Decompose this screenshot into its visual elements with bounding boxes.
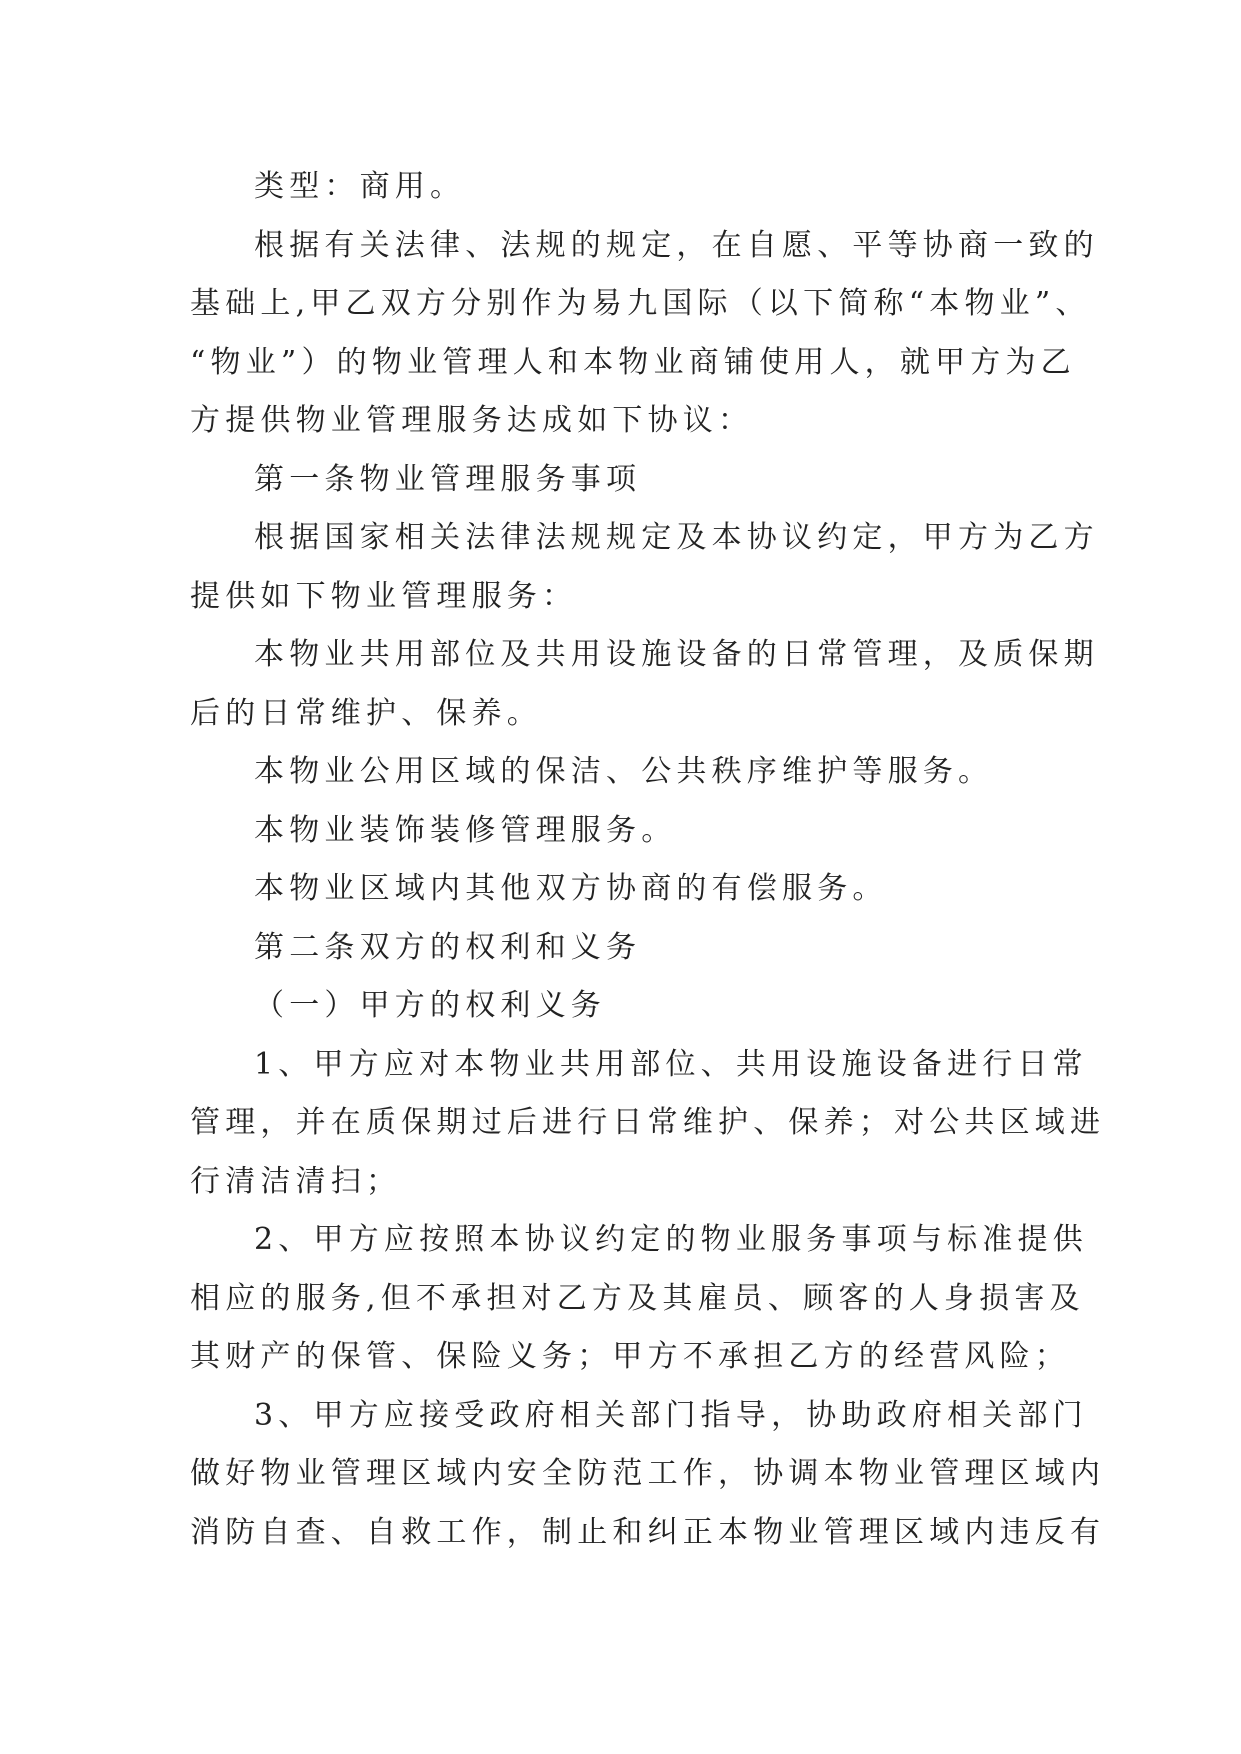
clause-line: 其财产的保管、保险义务；甲方不承担乙方的经营风险； xyxy=(190,1339,1070,1374)
text-line-type: 类型：商用。 xyxy=(254,169,466,204)
clause-line: 管理，并在质保期过后进行日常维护、保养；对公共区域进 xyxy=(190,1105,1106,1140)
article-1-heading: 第一条物业管理服务事项 xyxy=(254,461,642,497)
clause-line: 1、甲方应对本物业共用部位、共用设施设备进行日常 xyxy=(254,1046,1088,1082)
paragraph-preamble-line: 基础上,甲乙双方分别作为易九国际（以下简称“本物业”、 xyxy=(190,286,1091,321)
clause-line: 行清洁清扫； xyxy=(190,1163,402,1199)
clause-line: 相应的服务,但不承担对乙方及其雇员、顾客的人身损害及 xyxy=(190,1280,1085,1316)
paragraph-preamble-line: 根据有关法律、法规的规定，在自愿、平等协商一致的 xyxy=(254,227,1099,263)
clause-line: 做好物业管理区域内安全防范工作，协调本物业管理区域内 xyxy=(190,1456,1106,1491)
document-body xyxy=(190,158,1106,1562)
paragraph-line: 提供如下物业管理服务： xyxy=(190,578,578,614)
paragraph-preamble-line: 方提供物业管理服务达成如下协议： xyxy=(190,403,754,438)
service-item-line: 本物业共用部位及共用设施设备的日常管理，及质保期 xyxy=(254,637,1099,672)
article-2-heading: 第二条双方的权利和义务 xyxy=(254,929,642,965)
paragraph-line: 根据国家相关法律法规规定及本协议约定，甲方为乙方 xyxy=(254,520,1099,555)
service-item-line: 本物业公用区域的保洁、公共秩序维护等服务。 xyxy=(254,754,994,789)
service-item-line: 本物业装饰装修管理服务。 xyxy=(254,812,677,848)
clause-line: 3、甲方应接受政府相关部门指导，协助政府相关部门 xyxy=(254,1397,1088,1433)
service-item-line: 本物业区域内其他双方协商的有偿服务。 xyxy=(254,871,888,906)
clause-line: 消防自查、自救工作，制止和纠正本物业管理区域内违反有 xyxy=(190,1514,1106,1550)
paragraph-preamble-line: “物业”）的物业管理人和本物业商铺使用人，就甲方为乙 xyxy=(190,344,1076,380)
service-item-line: 后的日常维护、保养。 xyxy=(190,695,542,731)
subsection-heading: （一）甲方的权利义务 xyxy=(254,988,606,1023)
clause-line: 2、甲方应按照本协议约定的物业服务事项与标准提供 xyxy=(254,1222,1088,1257)
